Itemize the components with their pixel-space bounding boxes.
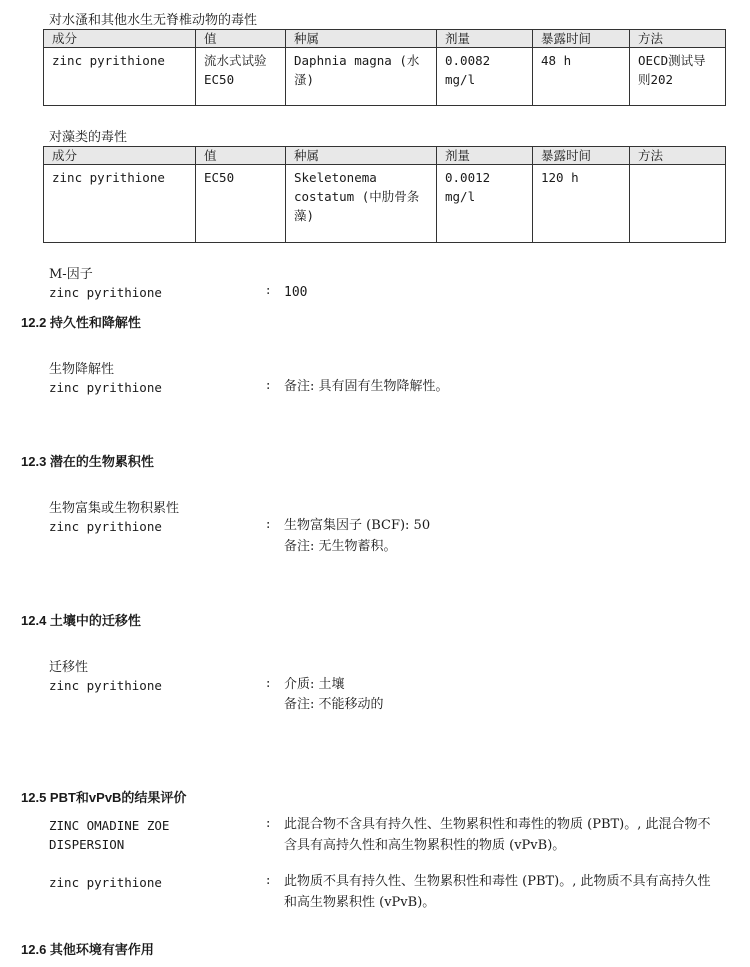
header-dose: 剂量 — [437, 30, 533, 48]
table-header-row — [44, 30, 726, 48]
table-caption-algae: 对藻类的毒性 — [49, 130, 128, 145]
table-row — [44, 165, 726, 243]
mobility-substance: zinc pyrithione — [49, 678, 162, 693]
biodegradability-value: 备注: 具有固有生物降解性。 — [284, 379, 449, 394]
header-method: 方法 — [630, 30, 726, 48]
header-ingredient: 成分 — [44, 147, 196, 165]
colon: : — [266, 283, 271, 298]
section-heading-12-4: 12.4 土壤中的迁移性 — [21, 613, 141, 628]
aquatic-invertebrate-toxicity-table — [43, 29, 726, 106]
cell-ingredient: zinc pyrithione — [44, 165, 196, 243]
header-dose: 剂量 — [437, 147, 533, 165]
m-factor-value: 100 — [284, 285, 308, 300]
table-row — [44, 48, 726, 106]
header-species: 种属 — [286, 147, 437, 165]
cell-species: Skeletonema costatum (中肋骨条藻) — [286, 165, 437, 243]
pbt-assessment-zinc-pyrithione: 此物质不具有持久性、生物累积性和毒性 (PBT)。, 此物质不具有高持久性和高生物累积性 (vPvB)。 — [284, 874, 711, 910]
cell-method — [630, 165, 726, 243]
algae-toxicity-table — [43, 146, 726, 243]
m-factor-label: M-因子 — [49, 267, 93, 282]
colon: : — [266, 517, 271, 532]
table-header-row — [44, 147, 726, 165]
section-heading-12-5: 12.5 PBT和vPvB的结果评价 — [21, 790, 187, 805]
table-caption-aquatic-invertebrates: 对水溞和其他水生无脊椎动物的毒性 — [49, 13, 258, 28]
cell-value: EC50 — [196, 165, 286, 243]
cell-species: Daphnia magna (水溞) — [286, 48, 437, 106]
header-ingredient: 成分 — [44, 30, 196, 48]
header-method: 方法 — [630, 147, 726, 165]
biodegradability-label: 生物降解性 — [49, 362, 115, 377]
header-exposure-time: 暴露时间 — [533, 147, 630, 165]
bioaccumulation-label: 生物富集或生物积累性 — [49, 501, 180, 516]
mobility-medium: 介质: 土壤 — [284, 677, 345, 692]
pbt-substance-mixture: ZINC OMADINE ZOE DISPERSION — [49, 818, 170, 852]
cell-ingredient: zinc pyrithione — [44, 48, 196, 106]
mobility-label: 迁移性 — [49, 660, 89, 675]
colon: : — [266, 873, 271, 888]
m-factor-substance: zinc pyrithione — [49, 285, 162, 300]
colon: : — [266, 378, 271, 393]
header-species: 种属 — [286, 30, 437, 48]
cell-method: OECD测试导则202 — [630, 48, 726, 106]
colon: : — [266, 676, 271, 691]
colon: : — [266, 816, 271, 831]
cell-dose: 0.0012 mg/l — [437, 165, 533, 243]
pbt-substance-zinc-pyrithione: zinc pyrithione — [49, 875, 162, 890]
cell-exposure-time: 48 h — [533, 48, 630, 106]
section-heading-12-6: 12.6 其他环境有害作用 — [21, 942, 154, 957]
bioaccumulation-substance: zinc pyrithione — [49, 519, 162, 534]
pbt-assessment-mixture: 此混合物不含具有持久性、生物累积性和毒性的物质 (PBT)。, 此混合物不含具有高持久性和高生物累积性的物质 (vPvB)。 — [284, 817, 711, 853]
header-value: 值 — [196, 30, 286, 48]
bcf-value: 生物富集因子 (BCF): 50 — [284, 518, 431, 533]
header-exposure-time: 暴露时间 — [533, 30, 630, 48]
header-value: 值 — [196, 147, 286, 165]
cell-dose: 0.0082 mg/l — [437, 48, 533, 106]
mobility-remark: 备注: 不能移动的 — [284, 697, 384, 712]
biodegradability-substance: zinc pyrithione — [49, 380, 162, 395]
cell-exposure-time: 120 h — [533, 165, 630, 243]
section-heading-12-2: 12.2 持久性和降解性 — [21, 315, 141, 330]
cell-value: 流水式试验 EC50 — [196, 48, 286, 106]
bioaccumulation-remark: 备注: 无生物蓄积。 — [284, 539, 397, 554]
section-heading-12-3: 12.3 潜在的生物累积性 — [21, 454, 154, 469]
